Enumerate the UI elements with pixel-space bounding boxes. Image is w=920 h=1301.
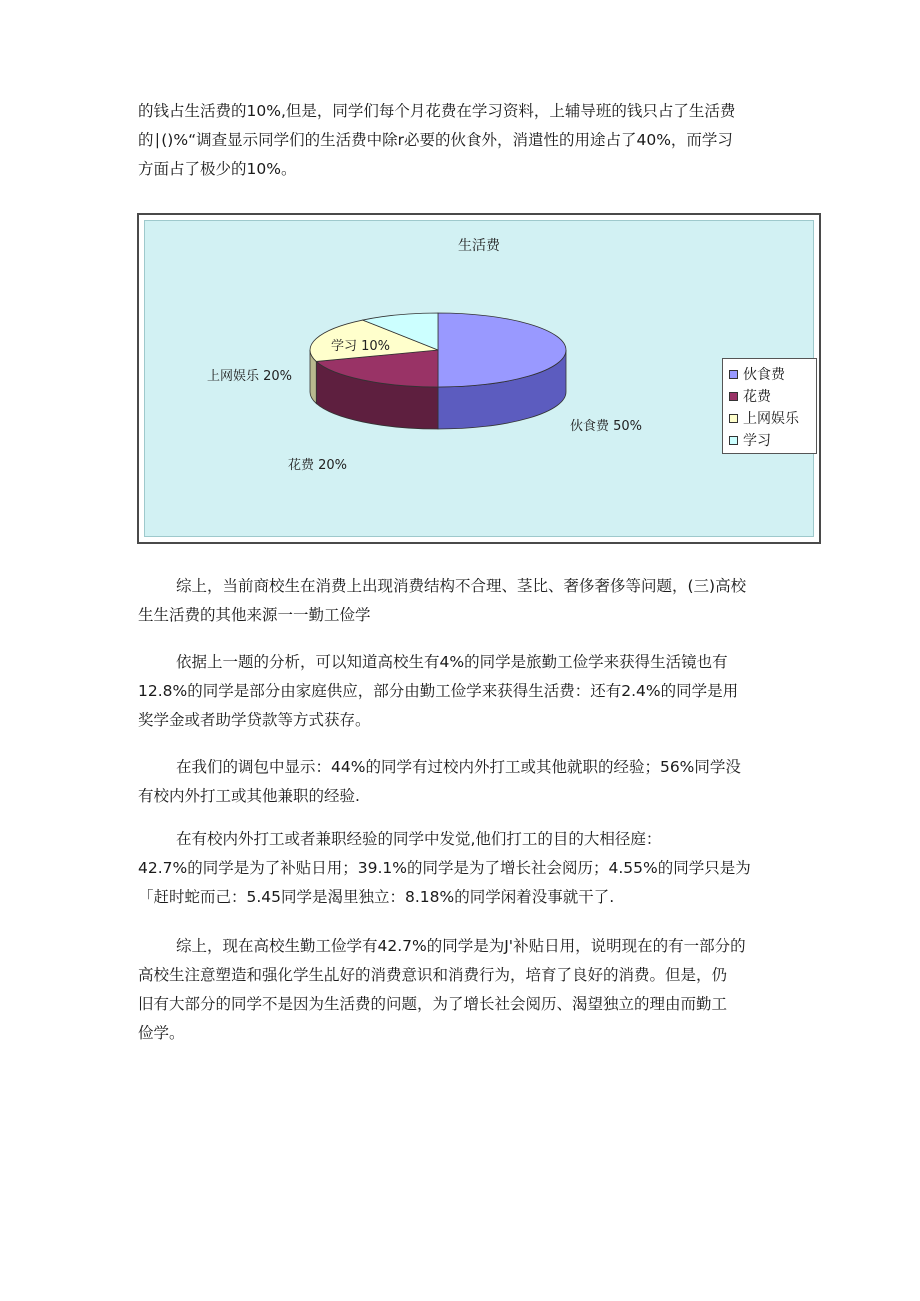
legend-swatch [729, 370, 738, 379]
paragraph-work-purpose [138, 825, 798, 912]
text-line: 12.8%的同学是部分由家庭供应，部分由勤工俭学来获得生活费：还有2.4%的同学是用 [138, 682, 739, 700]
paragraph-intro [138, 97, 798, 184]
legend-label: 上网娱乐 [743, 411, 799, 427]
chart-title: 生活费 [458, 238, 500, 254]
legend-item [729, 429, 816, 451]
text-line: 俭学。 [138, 1024, 185, 1042]
legend-item [729, 385, 816, 407]
text-line: 在有校内外打工或者兼职经验的同学中发觉,他们打工的目的大相径庭： [176, 830, 662, 848]
slice-label-study: 学习 10% [331, 339, 391, 354]
text-line: 42.7%的同学是为了补贴日用；39.1%的同学是为了增长社会阅历；4.55%的同学只是为 [138, 859, 751, 877]
text-line: 在我们的调包中显示：44%的同学有过校内外打工或其他就职的经验；56%同学没 [176, 758, 741, 776]
legend-swatch [729, 392, 738, 401]
legend-label: 伙食费 [743, 367, 785, 383]
paragraph-summary-1 [138, 572, 798, 630]
paragraph-summary-2 [138, 932, 798, 1048]
chart-area [144, 220, 814, 537]
text-line: 依据上一题的分析，可以知道高校生有4%的同学是旅勤工俭学来获得生活镜也有 [176, 653, 728, 671]
text-line: 生生活费的其他来源一一勤工俭学 [138, 606, 371, 624]
text-line: 奖学金或者助学贷款等方式获存。 [138, 711, 371, 729]
text-line: 综上，现在高校生勤工俭学有42.7%的同学是为J'补贴日用，说明现在的有一部分的 [176, 937, 746, 955]
slice-label-food: 伙食费 50% [570, 419, 643, 434]
text-line: 综上，当前商校生在消费上出现消费结构不合理、茎比、奢侈奢侈等问题，(三)高校 [176, 577, 747, 595]
text-line: 的钱占生活费的10%,但是，同学们每个月花费在学习资料，上辅导班的钱只占了生活费 [138, 102, 736, 120]
legend-item [729, 363, 816, 385]
text-line: 高校生注意塑造和强化学生乩好的消费意识和消费行为，培育了良好的消费。但是，仍 [138, 966, 728, 984]
paragraph-survey [138, 753, 798, 811]
legend-label: 学习 [743, 433, 771, 449]
text-line: 「赶时蛇而己：5.45同学是渴里独立：8.18%的同学闲着没事就干了. [138, 888, 615, 906]
pie-slices [310, 313, 566, 429]
legend-label: 花费 [743, 389, 771, 405]
legend-swatch [729, 414, 738, 423]
text-line: 有校内外打工或其他兼职的经验. [138, 787, 360, 805]
text-line: 的∣()%“调查显示同学们的生活费中除r必要的伙食外，消遣性的用途占了40%，而学习 [138, 131, 733, 149]
paragraph-income-sources [138, 648, 798, 735]
pie-chart-frame [137, 213, 821, 544]
slice-label-internet: 上网娱乐 20% [207, 369, 293, 384]
text-line: 方面占了极少的10%。 [138, 160, 297, 178]
legend-swatch [729, 436, 738, 445]
text-line: 旧有大部分的同学不是因为生活费的问题，为了增长社会阅历、渴望独立的理由而勤工 [138, 995, 728, 1013]
legend-item [729, 407, 816, 429]
chart-legend [722, 358, 817, 454]
slice-label-spending: 花费 20% [288, 458, 348, 473]
